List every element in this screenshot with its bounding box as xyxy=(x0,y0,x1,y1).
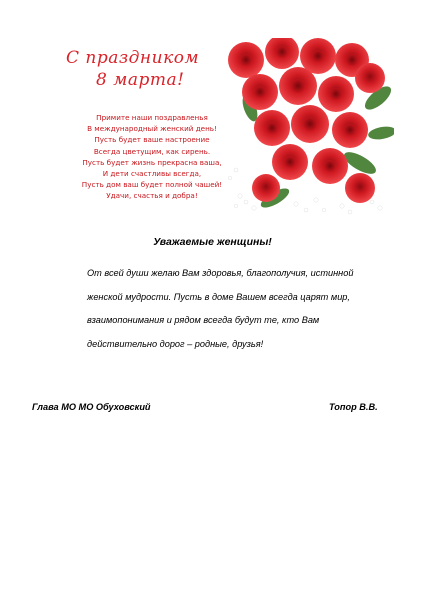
poem-line: Пусть будет ваше настроение xyxy=(94,135,210,145)
signer-name: Топор В.В. xyxy=(329,402,378,412)
poem-line: И дети счастливы всегда, xyxy=(102,169,202,179)
card-title-line2: 8 марта! xyxy=(96,70,185,90)
card-poem xyxy=(62,112,242,202)
poem-line: Примите наши поздравленья xyxy=(96,113,208,122)
poem-line: Пусть будет жизнь прекрасна ваша, xyxy=(82,157,222,167)
letter-heading: Уважаемые женщины! xyxy=(153,236,272,248)
letter-line: женской мудрости. Пусть в доме Вашем всегда царят мир, xyxy=(87,291,350,302)
letter-line: действительно дорог – родные, друзья! xyxy=(87,338,264,349)
poem-line: Удачи, счастья и добра! xyxy=(106,191,198,201)
poem-line: В международный женский день! xyxy=(87,124,217,134)
poem-line: Пусть дом ваш будет полной чашей! xyxy=(81,180,223,190)
letter-line: взаимопонимания и рядом всегда будут те, кто Вам xyxy=(87,315,320,325)
letter-body xyxy=(87,262,392,356)
signer-position: Глава МО МО Обуховский xyxy=(32,402,151,412)
poem-line: Всегда цветущим, как сирень. xyxy=(93,146,211,156)
letter-line: От всей души желаю Вам здоровья, благополучия, истинной xyxy=(87,268,354,278)
card-title-line1: С праздником xyxy=(66,48,200,68)
greeting-card xyxy=(60,38,394,216)
